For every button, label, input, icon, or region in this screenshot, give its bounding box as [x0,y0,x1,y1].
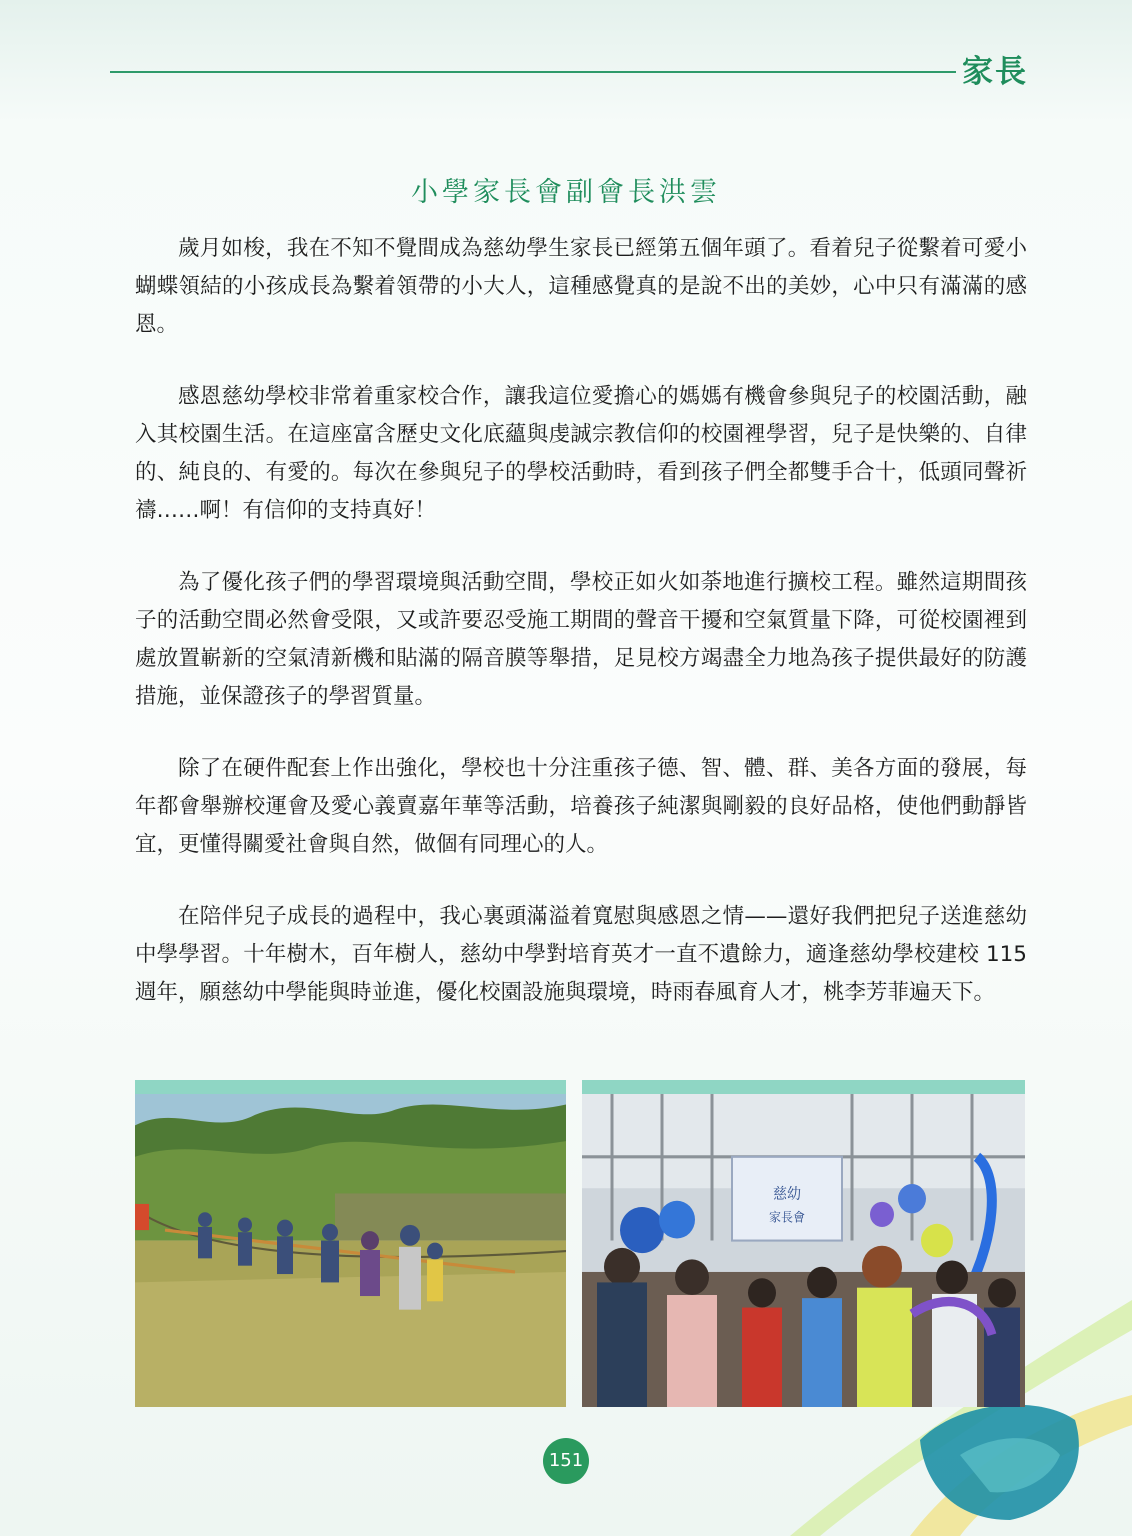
article-body [135,230,1027,1046]
header-rule [110,71,956,73]
paragraph: 為了優化孩子們的學習環境與活動空間，學校正如火如荼地進行擴校工程。雖然這期間孩子的活動空間必然會受限，又或許要忍受施工期間的聲音干擾和空氣質量下降，可從校園裡到處放置嶄新的空氣清新機和貼滿的隔音膜等舉措，足見校方竭盡全力地為孩子提供最好的防護措施，並保證孩子的學習質量。 [135,570,1027,709]
photo-tug-of-war [135,1080,566,1407]
paragraph: 在陪伴兒子成長的過程中，我心裏頭滿溢着寬慰與感恩之情——還好我們把兒子送進慈幼中學學習。十年樹木，百年樹人，慈幼中學對培育英才一直不遺餘力，適逢慈幼學校建校 115 週年，願慈幼中學能與時並進，優化校園設施與環境，時雨春風育人才，桃李芳菲遍天下。 [135,904,1027,1005]
paragraph: 除了在硬件配套上作出強化，學校也十分注重孩子德、智、體、群、美各方面的發展，每年都會舉辦校運會及愛心義賣嘉年華等活動，培養孩子純潔與剛毅的良好品格，使他們動靜皆宜，更懂得關愛社會與自然，做個有同理心的人。 [135,756,1027,857]
booth-sign-line2: 家長會 [769,1210,805,1225]
paragraph: 感恩慈幼學校非常着重家校合作，讓我這位愛擔心的媽媽有機會參與兒子的校園活動，融入其校園生活。在這座富含歷史文化底蘊與虔誠宗教信仰的校園裡學習，兒子是快樂的、自律的、純良的、有愛的。每次在參與兒子的學校活動時，看到孩子們全都雙手合十，低頭同聲祈禱……啊！有信仰的支持真好！ [135,384,1027,523]
article-title: 小學家長會副會長洪雲 [411,177,721,208]
page-number: 151 [543,1438,589,1484]
paragraph: 歲月如梭，我在不知不覺間成為慈幼學生家長已經第五個年頭了。看着兒子從繫着可愛小蝴蝶領結的小孩成長為繫着領帶的小大人，這種感覺真的是說不出的美妙，心中只有滿滿的感恩。 [135,236,1027,337]
booth-sign-line1: 慈幼 [772,1186,802,1203]
section-label: 家長 [962,54,1028,90]
photo-parent-booth [582,1080,1025,1407]
